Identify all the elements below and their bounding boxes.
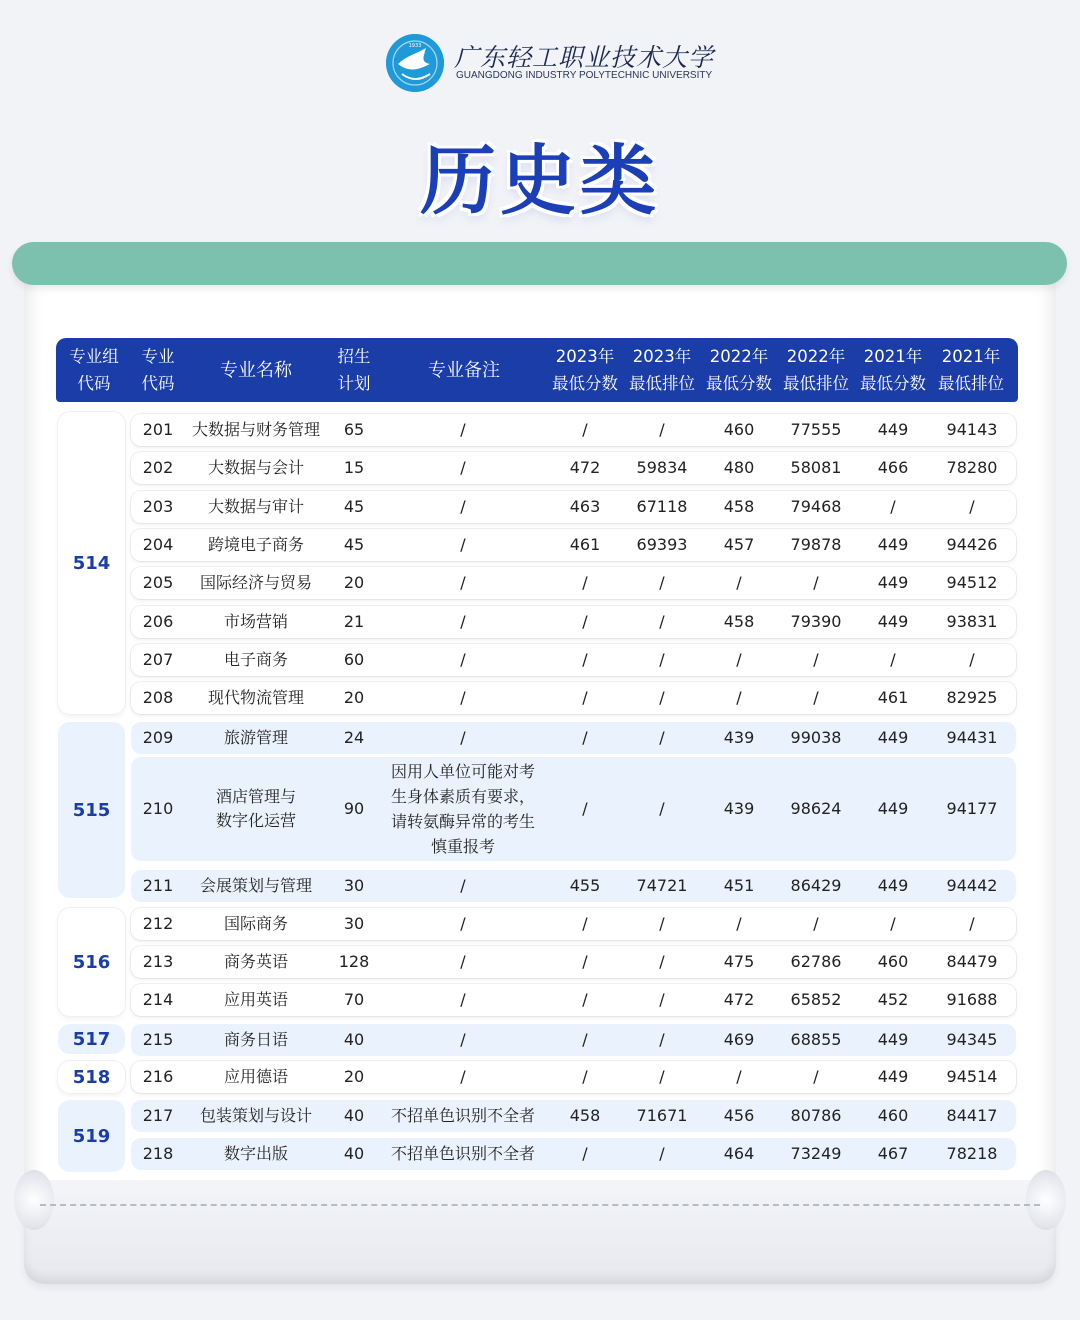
plan-cell: 15 bbox=[343, 458, 365, 477]
major-name-cell: 会展策划与管理 bbox=[199, 876, 312, 895]
score-2023-cell: / bbox=[582, 728, 588, 747]
plan-cell: 30 bbox=[343, 914, 365, 933]
score-2021-cell: 467 bbox=[877, 1144, 909, 1163]
th-text: 专业名称 bbox=[220, 359, 292, 381]
score-2022-cell: 458 bbox=[723, 497, 755, 516]
th-text: 2022年 bbox=[786, 347, 846, 366]
rank-2021-cell: 94514 bbox=[946, 1067, 998, 1086]
score-2023-cell: 458 bbox=[569, 1106, 601, 1125]
score-2023-cell: / bbox=[582, 1030, 588, 1049]
score-2021-cell: / bbox=[890, 914, 896, 933]
table-row bbox=[131, 1061, 1016, 1093]
score-2023-cell: / bbox=[582, 990, 588, 1009]
score-2023-cell: / bbox=[582, 420, 588, 439]
th-text: 2023年 bbox=[632, 347, 692, 366]
group-code-cell: 515 bbox=[58, 722, 125, 898]
th-plan bbox=[326, 338, 382, 402]
remark-cell: / bbox=[460, 1030, 466, 1049]
score-2022-cell: 458 bbox=[723, 612, 755, 631]
major-name-cell: 包装策划与设计 bbox=[199, 1106, 312, 1125]
plan-cell: 60 bbox=[343, 650, 365, 669]
remark-cell: / bbox=[460, 573, 466, 592]
rank-2022-cell: 62786 bbox=[790, 952, 842, 971]
major-code-cell: 215 bbox=[142, 1030, 174, 1049]
major-name-cell: 现代物流管理 bbox=[207, 688, 304, 707]
remark-cell-line: 慎重报考 bbox=[430, 837, 495, 856]
group-code-cell: 519 bbox=[58, 1100, 125, 1172]
major-name-cell: 国际商务 bbox=[223, 914, 288, 933]
score-2022-cell: / bbox=[736, 914, 742, 933]
remark-cell: / bbox=[460, 914, 466, 933]
th-text: 最低排位 bbox=[938, 374, 1004, 393]
major-name-cell-line: 数字化运营 bbox=[215, 811, 296, 830]
th-major-name bbox=[191, 338, 321, 402]
major-code-cell: 203 bbox=[142, 497, 174, 516]
rank-2022-cell: 79878 bbox=[790, 535, 842, 554]
major-code-cell: 206 bbox=[142, 612, 174, 631]
th-text: 计划 bbox=[337, 374, 371, 393]
major-code-cell: 207 bbox=[142, 650, 174, 669]
dove-icon bbox=[386, 34, 444, 92]
score-2021-cell: 449 bbox=[877, 728, 909, 747]
th-text: 专业 bbox=[141, 347, 175, 366]
group-code-cell: 516 bbox=[58, 908, 125, 1016]
group-code-cell: 514 bbox=[58, 412, 125, 714]
th-2022-rank bbox=[779, 338, 853, 402]
score-2022-cell: 451 bbox=[723, 876, 755, 895]
rank-2021-cell: 94177 bbox=[946, 799, 998, 818]
major-code-cell: 208 bbox=[142, 688, 174, 707]
score-2021-cell: 449 bbox=[877, 573, 909, 592]
major-code-cell: 218 bbox=[142, 1144, 174, 1163]
remark-cell-line: 因用人单位可能对考 bbox=[390, 762, 535, 781]
major-name-cell-line: 酒店管理与 bbox=[215, 787, 296, 806]
remark-cell: / bbox=[460, 420, 466, 439]
score-2021-cell: 449 bbox=[877, 535, 909, 554]
score-2023-cell: / bbox=[582, 914, 588, 933]
plan-cell: 21 bbox=[343, 612, 365, 631]
remark-cell bbox=[383, 757, 543, 861]
score-2022-cell: 464 bbox=[723, 1144, 755, 1163]
plan-cell: 20 bbox=[343, 573, 365, 592]
score-2023-cell: / bbox=[582, 688, 588, 707]
plan-cell: 70 bbox=[343, 990, 365, 1009]
rank-2022-cell: 73249 bbox=[790, 1144, 842, 1163]
score-2022-cell: 460 bbox=[723, 420, 755, 439]
th-2021-score bbox=[856, 338, 930, 402]
rank-2023-cell: 71671 bbox=[636, 1106, 688, 1125]
scroll-curl-right bbox=[1026, 1170, 1066, 1230]
rank-2022-cell: / bbox=[813, 573, 819, 592]
th-text: 最低分数 bbox=[552, 374, 618, 393]
remark-cell: / bbox=[460, 535, 466, 554]
score-2023-cell: 472 bbox=[569, 458, 601, 477]
score-2021-cell: / bbox=[890, 650, 896, 669]
rank-2022-cell: 98624 bbox=[790, 799, 842, 818]
major-name-cell: 大数据与财务管理 bbox=[191, 420, 320, 439]
scroll-curl-left bbox=[14, 1170, 54, 1230]
group-code-cell: 517 bbox=[58, 1024, 125, 1054]
th-text: 代码 bbox=[141, 374, 175, 393]
major-name-cell: 商务英语 bbox=[223, 952, 288, 971]
major-code-cell: 216 bbox=[142, 1067, 174, 1086]
remark-cell: / bbox=[460, 728, 466, 747]
major-code-cell: 213 bbox=[142, 952, 174, 971]
score-2022-cell: / bbox=[736, 650, 742, 669]
th-2023-rank bbox=[625, 338, 699, 402]
th-text: 2023年 bbox=[555, 347, 615, 366]
table-row bbox=[131, 1138, 1016, 1170]
rank-2021-cell: / bbox=[969, 914, 975, 933]
rank-2022-cell: 80786 bbox=[790, 1106, 842, 1125]
plan-cell: 40 bbox=[343, 1030, 365, 1049]
rank-2022-cell: / bbox=[813, 1067, 819, 1086]
logo-badge-text: 1933 bbox=[408, 43, 422, 49]
remark-cell: / bbox=[460, 990, 466, 1009]
group-code-cell: 518 bbox=[58, 1061, 125, 1093]
divider bbox=[40, 1204, 1040, 1206]
major-code-cell: 204 bbox=[142, 535, 174, 554]
remark-cell: / bbox=[460, 876, 466, 895]
plan-cell: 65 bbox=[343, 420, 365, 439]
rank-2022-cell: / bbox=[813, 650, 819, 669]
scroll-top-band bbox=[12, 242, 1067, 285]
plan-cell: 20 bbox=[343, 688, 365, 707]
rank-2023-cell: / bbox=[659, 650, 665, 669]
rank-2021-cell: 78280 bbox=[946, 458, 998, 477]
remark-cell: / bbox=[460, 952, 466, 971]
table-row bbox=[131, 722, 1016, 754]
score-2023-cell: / bbox=[582, 1144, 588, 1163]
th-text: 专业备注 bbox=[428, 359, 500, 381]
major-name-cell: 电子商务 bbox=[223, 650, 288, 669]
rank-2021-cell: 93831 bbox=[946, 612, 998, 631]
plan-cell: 20 bbox=[343, 1067, 365, 1086]
plan-cell: 45 bbox=[343, 535, 365, 554]
rank-2023-cell: 74721 bbox=[636, 876, 688, 895]
rank-2021-cell: 84479 bbox=[946, 952, 998, 971]
rank-2023-cell: 67118 bbox=[636, 497, 688, 516]
major-name-cell: 大数据与审计 bbox=[207, 497, 304, 516]
score-2022-cell: / bbox=[736, 573, 742, 592]
rank-2021-cell: 94442 bbox=[946, 876, 998, 895]
table-row bbox=[131, 1024, 1016, 1056]
th-2022-score bbox=[702, 338, 776, 402]
table-row bbox=[131, 870, 1016, 902]
score-2021-cell: 449 bbox=[877, 799, 909, 818]
score-2022-cell: / bbox=[736, 1067, 742, 1086]
rank-2021-cell: 94345 bbox=[946, 1030, 998, 1049]
remark-cell: 不招单色识别不全者 bbox=[390, 1144, 535, 1163]
table-row bbox=[131, 414, 1016, 446]
table-row bbox=[131, 682, 1016, 714]
plan-cell: 24 bbox=[343, 728, 365, 747]
major-name-cell: 应用德语 bbox=[223, 1067, 288, 1086]
rank-2021-cell: 94143 bbox=[946, 420, 998, 439]
score-2023-cell: / bbox=[582, 952, 588, 971]
plan-cell: 40 bbox=[343, 1106, 365, 1125]
university-logo bbox=[386, 32, 715, 92]
rank-2021-cell: 94512 bbox=[946, 573, 998, 592]
score-2023-cell: / bbox=[582, 612, 588, 631]
th-text: 最低排位 bbox=[783, 374, 849, 393]
major-name-cell bbox=[187, 757, 325, 861]
score-2022-cell: 439 bbox=[723, 799, 755, 818]
major-code-cell: 217 bbox=[142, 1106, 174, 1125]
rank-2023-cell: / bbox=[659, 1030, 665, 1049]
rank-2021-cell: 91688 bbox=[946, 990, 998, 1009]
major-code-cell: 201 bbox=[142, 420, 174, 439]
score-2021-cell: 449 bbox=[877, 612, 909, 631]
rank-2021-cell: / bbox=[969, 650, 975, 669]
th-text: 专业组 bbox=[69, 347, 119, 366]
table-row bbox=[131, 567, 1016, 599]
th-2021-rank bbox=[933, 338, 1009, 402]
th-text: 代码 bbox=[77, 374, 111, 393]
score-2023-cell: 463 bbox=[569, 497, 601, 516]
score-2023-cell: / bbox=[582, 573, 588, 592]
score-2022-cell: 456 bbox=[723, 1106, 755, 1125]
table-row bbox=[131, 984, 1016, 1016]
plan-cell: 40 bbox=[343, 1144, 365, 1163]
major-name-cell: 旅游管理 bbox=[223, 728, 288, 747]
remark-cell: / bbox=[460, 1067, 466, 1086]
rank-2023-cell: / bbox=[659, 799, 665, 818]
major-code-cell: 211 bbox=[142, 876, 174, 895]
th-text: 最低分数 bbox=[706, 374, 772, 393]
table-row bbox=[131, 491, 1016, 523]
rank-2022-cell: 99038 bbox=[790, 728, 842, 747]
score-2021-cell: 460 bbox=[877, 1106, 909, 1125]
rank-2021-cell: 82925 bbox=[946, 688, 998, 707]
th-group-code bbox=[58, 338, 130, 402]
score-2021-cell: 452 bbox=[877, 990, 909, 1009]
major-name-cell: 应用英语 bbox=[223, 990, 288, 1009]
rank-2023-cell: / bbox=[659, 573, 665, 592]
score-2022-cell: 472 bbox=[723, 990, 755, 1009]
major-code-cell: 209 bbox=[142, 728, 174, 747]
score-2021-cell: 460 bbox=[877, 952, 909, 971]
rank-2022-cell: 79468 bbox=[790, 497, 842, 516]
plan-cell: 90 bbox=[343, 799, 365, 818]
table-row bbox=[131, 908, 1016, 940]
th-remark bbox=[386, 338, 542, 402]
rank-2021-cell: 94431 bbox=[946, 728, 998, 747]
score-2021-cell: 461 bbox=[877, 688, 909, 707]
score-2021-cell: 449 bbox=[877, 876, 909, 895]
rank-2021-cell: 84417 bbox=[946, 1106, 998, 1125]
rank-2021-cell: 94426 bbox=[946, 535, 998, 554]
table-row bbox=[131, 1100, 1016, 1132]
major-name-cell: 国际经济与贸易 bbox=[199, 573, 312, 592]
rank-2023-cell: / bbox=[659, 612, 665, 631]
major-name-cell: 市场营销 bbox=[223, 612, 288, 631]
table-row bbox=[131, 946, 1016, 978]
rank-2022-cell: / bbox=[813, 914, 819, 933]
rank-2021-cell: 78218 bbox=[946, 1144, 998, 1163]
score-2021-cell: 449 bbox=[877, 1067, 909, 1086]
th-2023-score bbox=[548, 338, 622, 402]
major-name-cell: 跨境电子商务 bbox=[207, 535, 304, 554]
major-code-cell: 210 bbox=[142, 799, 174, 818]
rank-2023-cell: 59834 bbox=[636, 458, 688, 477]
th-major-code bbox=[131, 338, 185, 402]
th-text: 2022年 bbox=[709, 347, 769, 366]
rank-2023-cell: / bbox=[659, 688, 665, 707]
major-name-cell: 大数据与会计 bbox=[207, 458, 304, 477]
remark-cell: / bbox=[460, 688, 466, 707]
major-code-cell: 205 bbox=[142, 573, 174, 592]
score-2022-cell: / bbox=[736, 688, 742, 707]
major-code-cell: 212 bbox=[142, 914, 174, 933]
score-2023-cell: 455 bbox=[569, 876, 601, 895]
major-name-cell: 数字出版 bbox=[223, 1144, 288, 1163]
remark-cell-line: 请转氨酶异常的考生 bbox=[390, 812, 535, 831]
score-2022-cell: 469 bbox=[723, 1030, 755, 1049]
remark-cell-line: 生身体素质有要求， bbox=[390, 787, 535, 806]
rank-2023-cell: / bbox=[659, 952, 665, 971]
major-code-cell: 214 bbox=[142, 990, 174, 1009]
rank-2022-cell: / bbox=[813, 688, 819, 707]
rank-2022-cell: 65852 bbox=[790, 990, 842, 1009]
rank-2023-cell: / bbox=[659, 420, 665, 439]
score-2021-cell: 466 bbox=[877, 458, 909, 477]
rank-2022-cell: 77555 bbox=[790, 420, 842, 439]
rank-2023-cell: 69393 bbox=[636, 535, 688, 554]
table-row bbox=[131, 529, 1016, 561]
rank-2021-cell: / bbox=[969, 497, 975, 516]
score-2022-cell: 439 bbox=[723, 728, 755, 747]
major-code-cell: 202 bbox=[142, 458, 174, 477]
table-row bbox=[131, 606, 1016, 638]
plan-cell: 45 bbox=[343, 497, 365, 516]
th-text: 2021年 bbox=[941, 347, 1001, 366]
rank-2023-cell: / bbox=[659, 728, 665, 747]
major-name-cell: 商务日语 bbox=[223, 1030, 288, 1049]
remark-cell: 不招单色识别不全者 bbox=[390, 1106, 535, 1125]
remark-cell: / bbox=[460, 458, 466, 477]
th-text: 招生 bbox=[337, 347, 371, 366]
rank-2022-cell: 68855 bbox=[790, 1030, 842, 1049]
plan-cell: 128 bbox=[338, 952, 370, 971]
university-name-en: GUANGDONG INDUSTRY POLYTECHNIC UNIVERSITY bbox=[456, 70, 713, 81]
scroll-bottom-roll bbox=[24, 1180, 1056, 1284]
score-2023-cell: 461 bbox=[569, 535, 601, 554]
table-row bbox=[131, 452, 1016, 484]
rank-2022-cell: 58081 bbox=[790, 458, 842, 477]
score-2023-cell: / bbox=[582, 1067, 588, 1086]
score-2023-cell: / bbox=[582, 799, 588, 818]
score-2021-cell: 449 bbox=[877, 420, 909, 439]
score-2021-cell: 449 bbox=[877, 1030, 909, 1049]
rank-2023-cell: / bbox=[659, 914, 665, 933]
rank-2023-cell: / bbox=[659, 1067, 665, 1086]
score-2022-cell: 457 bbox=[723, 535, 755, 554]
table-row bbox=[131, 644, 1016, 676]
score-2023-cell: / bbox=[582, 650, 588, 669]
th-text: 2021年 bbox=[863, 347, 923, 366]
th-text: 最低分数 bbox=[860, 374, 926, 393]
score-2022-cell: 480 bbox=[723, 458, 755, 477]
remark-cell: / bbox=[460, 497, 466, 516]
rank-2023-cell: / bbox=[659, 990, 665, 1009]
score-2021-cell: / bbox=[890, 497, 896, 516]
remark-cell: / bbox=[460, 612, 466, 631]
remark-cell: / bbox=[460, 650, 466, 669]
page-title: 历史类 bbox=[420, 136, 660, 225]
score-2022-cell: 475 bbox=[723, 952, 755, 971]
rank-2022-cell: 86429 bbox=[790, 876, 842, 895]
th-text: 最低排位 bbox=[629, 374, 695, 393]
table-header bbox=[56, 338, 1018, 402]
table-row bbox=[131, 757, 1016, 861]
plan-cell: 30 bbox=[343, 876, 365, 895]
rank-2023-cell: / bbox=[659, 1144, 665, 1163]
university-name-cn: 广东轻工职业技术大学 bbox=[454, 43, 715, 72]
rank-2022-cell: 79390 bbox=[790, 612, 842, 631]
